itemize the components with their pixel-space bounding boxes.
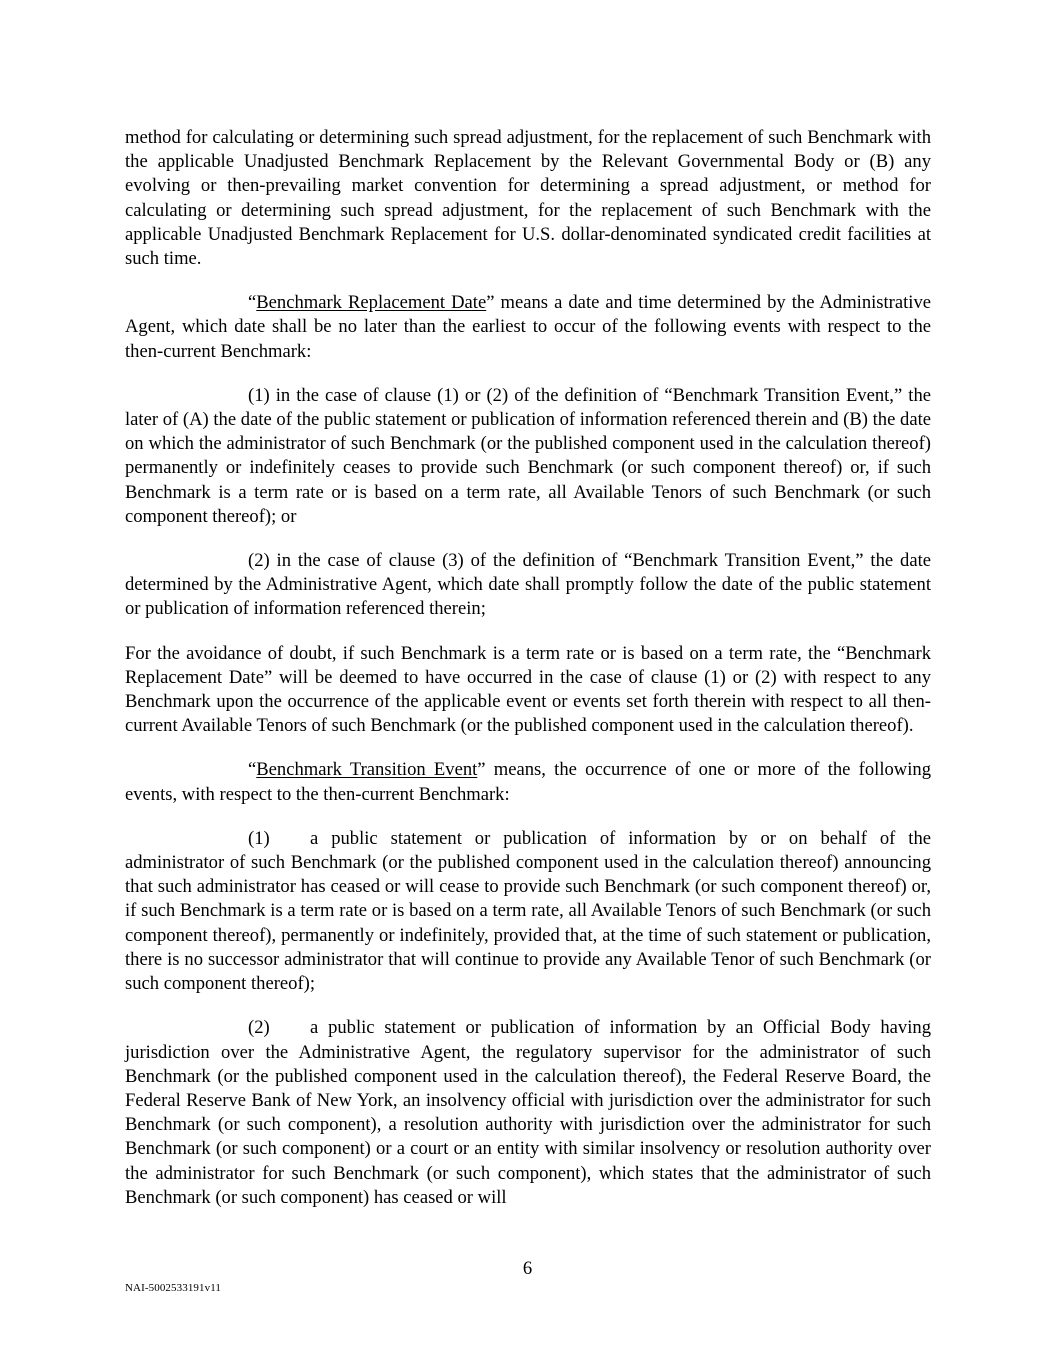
clause-text: (2) in the case of clause (3) of the definition of “Benchmark Transition Event,” the date determined by the Administrative Agent, which date shall promptly follow the date of the public statement or publication of information referenced therein; xyxy=(125,550,931,620)
clause-number: (1) xyxy=(248,827,270,849)
definition-text: ” means, the occurrence of one or more of the following events, with respect to the then-current Benchmark: xyxy=(125,759,931,805)
clause-number: (2) xyxy=(248,1017,270,1039)
open-quote: “ xyxy=(248,759,257,781)
clause-2-replacement-date xyxy=(125,549,931,622)
definition-benchmark-transition-event xyxy=(125,758,931,806)
paragraph-text: method for calculating or determining such spread adjustment, for the replacement of such Benchmark with the applicable Unadjusted Benchmark Replacement by the Relevant Governmental Body or (B) any evolving or then-prevailing market convention for determining a spread adjustment, or method for calculating or determining such spread adjustment, for the replacement of such Benchmark with the applicable Unadjusted Benchmark Replacement for U.S. dollar-denominated syndicated credit facilities at such time. xyxy=(125,127,931,270)
clause-text: (1) in the case of clause (1) or (2) of the definition of “Benchmark Transition Event,” the later of (A) the date of the public statement or publication of information referenced therein and (B) the date on which the administrator of such Benchmark (or the published component used in the calculation thereof) permanently or indefinitely ceases to provide such Benchmark (or such component thereof) or, if such Benchmark is a term rate or is based on a term rate, all Available Tenors of such Benchmark (or such component thereof); or xyxy=(125,384,931,527)
definition-text: ” means a date and time determined by the Administrative Agent, which date shall be no later than the earliest to occur of the following events with respect to the then-current Benchmark: xyxy=(125,292,932,362)
defined-term: Benchmark Transition Event xyxy=(256,759,478,781)
clause-text: a public statement or publication of information by an Official Body having jurisdiction over the Administrative Agent, the regulatory supervisor for the administrator of such Benchmark (or the published component used in the calculation thereof), the Federal Reserve Board, the Federal Reserve Bank of New York, an insolvency official with jurisdiction over the administrator for such Benchmark (or such component), a resolution authority with jurisdiction over the administrator for such Benchmark (or such component) or a court or an entity with similar insolvency or resolution authority over the administrator for such Benchmark (or such component), which states that the administrator of such Benchmark (or such component) has ceased or will xyxy=(125,1017,931,1208)
paragraph-avoidance-of-doubt xyxy=(125,642,931,739)
clause-1-replacement-date xyxy=(125,384,931,529)
clause-text: a public statement or publication of information by or on behalf of the administrator of such Benchmark (or the published component used in the calculation thereof) announcing that such administrator has ceased or will cease to provide such Benchmark (or such component thereof) or, if such Benchmark is a term rate or is based on a term rate, all Available Tenors of such Benchmark (or such component thereof), permanently or indefinitely, provided that, at the time of such statement or publication, there is no successor administrator that will continue to provide any Available Tenor of such Benchmark (or such component thereof); xyxy=(125,827,931,995)
paragraph-text: For the avoidance of doubt, if such Benchmark is a term rate or is based on a term rate, the “Benchmark Replacement Date” will be deemed to have occurred in the case of clause (1) or (2) with respect to any Benchmark upon the occurrence of the applicable event or events set forth therein with respect to all then-current Available Tenors of such Benchmark (or the published component used in the calculation thereof). xyxy=(125,642,931,737)
open-quote: “ xyxy=(248,292,257,314)
clause-2-transition-event xyxy=(125,1016,931,1210)
paragraph-spread-adjustment-continuation xyxy=(125,126,931,271)
page-number: 6 xyxy=(522,1258,533,1279)
document-id: NAI-5002533191v11 xyxy=(125,1282,222,1294)
definition-benchmark-replacement-date xyxy=(125,291,931,364)
document-body xyxy=(125,126,931,1230)
clause-1-transition-event xyxy=(125,827,931,996)
defined-term: Benchmark Replacement Date xyxy=(256,292,487,314)
